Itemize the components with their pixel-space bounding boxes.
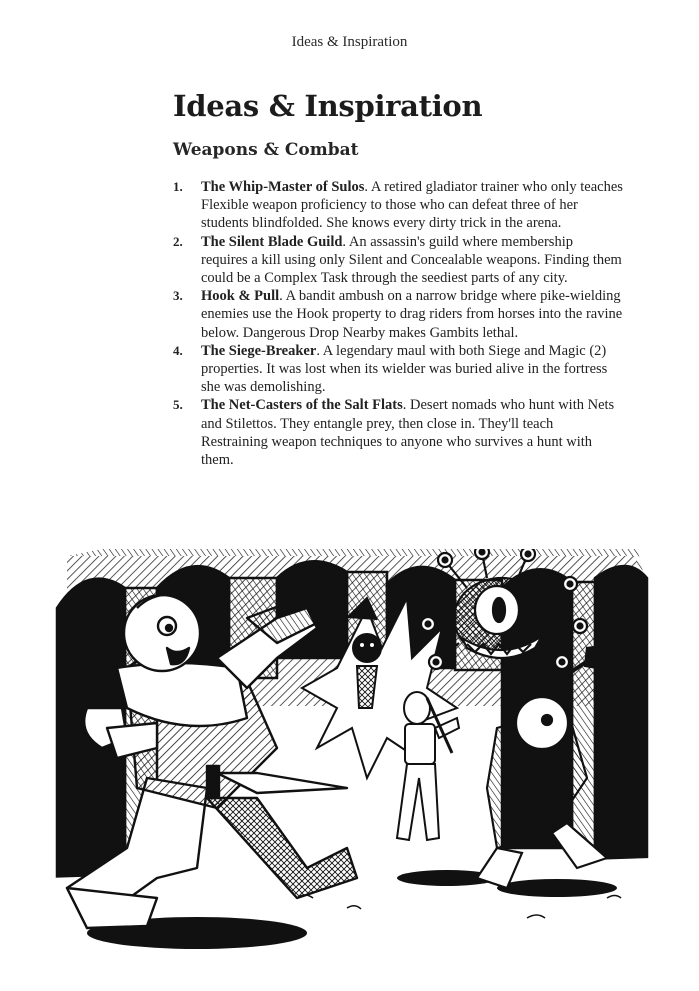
item-number: 3.	[173, 288, 183, 304]
list-item	[173, 178, 623, 233]
main-content	[173, 86, 623, 469]
item-text: . A legendary maul with both Siege and Magic (2) properties. It was lost when its wielder was buried alive in the fortress she was demolishing.	[201, 342, 608, 396]
section-heading: Weapons & Combat	[173, 140, 359, 160]
item-number: 2.	[173, 233, 183, 249]
dungeon-chase-illustration	[47, 548, 651, 952]
ideas-list	[173, 178, 623, 469]
running-header: Ideas & Inspiration	[291, 34, 408, 50]
page-title: Ideas & Inspiration	[173, 89, 483, 123]
armored-knight-figure	[397, 692, 459, 840]
list-item	[173, 342, 623, 397]
item-text: . Desert nomads who hunt with Nets and Stilettos. They entangle prey, then close in. They'll teach Restraining weapon techniques to anyone who survives a hunt with them.	[201, 397, 615, 469]
item-number: 5.	[173, 397, 183, 413]
item-name: The Silent Blade Guild	[201, 233, 343, 250]
item-text: . A bandit ambush on a narrow bridge where pike-wielding enemies use the Hook property to drag riders from horses into the ravine below. Dangerous Drop Nearby makes Gambits lethal.	[201, 288, 623, 341]
item-text: . A retired gladiator trainer who only teaches Flexible weapon proficiency to those who can defeat three of her students blindfolded. She knows every dirty trick in the arena.	[201, 179, 623, 232]
list-item	[173, 233, 623, 288]
item-name: Hook & Pull	[201, 288, 280, 305]
item-number: 1.	[173, 179, 183, 194]
item-number: 4.	[173, 342, 183, 358]
item-text: . An assassin's guild where membership requires a kill using only Silent and Concealable weapons. Finding them could be a Complex Task through the seediest parts of any city.	[201, 233, 622, 287]
item-name: The Siege-Breaker	[201, 342, 317, 359]
list-item	[173, 287, 623, 342]
item-name: The Net-Casters of the Salt Flats	[201, 397, 403, 414]
item-name: The Whip-Master of Sulos	[201, 179, 365, 195]
list-item	[173, 396, 623, 469]
